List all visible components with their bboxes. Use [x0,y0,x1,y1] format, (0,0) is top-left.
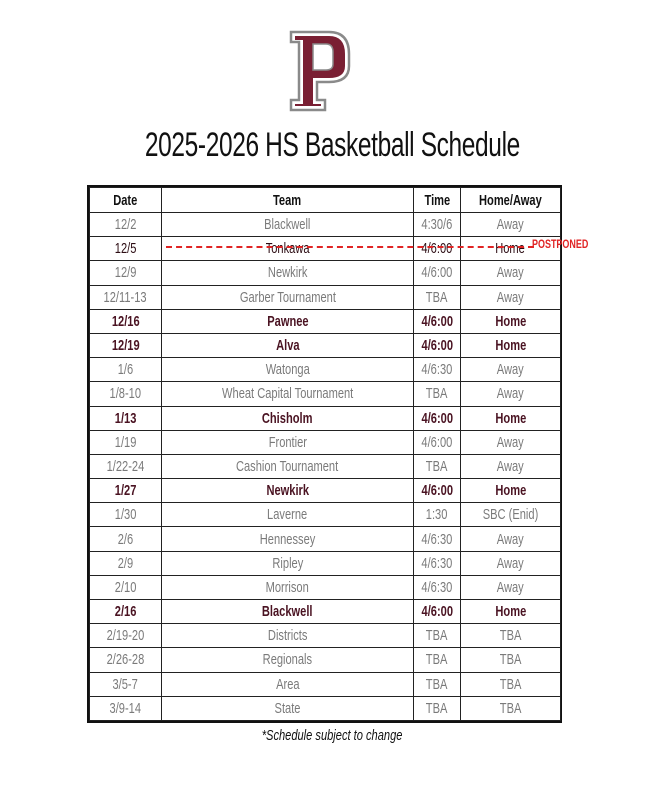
cell-home-away-text: Home [495,240,526,258]
cell-home-away [461,430,561,454]
cell-home-away [461,479,561,503]
cell-date [90,454,162,478]
cell-home-away [461,358,561,382]
cell-team [162,382,414,406]
cell-home-away-text: TBA [499,675,522,693]
cell-date-text: 2/26-28 [106,651,145,669]
table-row [90,479,561,503]
cell-date-text: 3/5-7 [112,675,139,693]
cell-home-away [461,333,561,357]
cell-date-text: 12/2 [114,216,137,234]
cell-team-text: Blackwell [264,216,311,234]
cell-time-text: TBA [426,288,448,306]
cell-team-text: Frontier [268,433,307,451]
cell-date-text: 2/10 [114,578,137,596]
cell-team-text: Ripley [272,554,303,572]
cell-home-away [461,551,561,575]
cell-time [414,333,461,357]
cell-home-away-text: Away [497,361,524,379]
table-header-row [90,188,561,213]
cell-date [90,696,162,720]
cell-date [90,551,162,575]
cell-team [162,696,414,720]
table-row [90,213,561,237]
cell-home-away [461,600,561,624]
cell-team [162,648,414,672]
table-row [90,503,561,527]
table-row [90,358,561,382]
cell-team [162,575,414,599]
cell-time-text: TBA [426,651,448,669]
cell-home-away-text: Away [497,554,524,572]
cell-date [90,503,162,527]
cell-home-away-text: Away [497,530,524,548]
cell-date-text: 1/19 [114,433,137,451]
table-row [90,600,561,624]
cell-home-away-text: TBA [499,627,522,645]
table-row [90,430,561,454]
cell-date-text: 2/16 [114,603,137,621]
cell-time-text: 4/6:00 [421,409,453,427]
cell-home-away [461,309,561,333]
cell-team [162,358,414,382]
cell-time-text: 4/6:00 [421,482,453,500]
table-row [90,406,561,430]
table-row [90,454,561,478]
cell-team-text: Newkirk [267,264,308,282]
header-home-away: Home/Away [461,188,561,213]
cell-team [162,624,414,648]
cell-team-text: Watonga [265,361,310,379]
cell-team [162,600,414,624]
cell-team-text: Morrison [265,578,310,596]
cell-date-text: 3/9-14 [109,699,142,717]
cell-date [90,600,162,624]
cell-date [90,406,162,430]
schedule-table [87,185,562,723]
cell-team-text: Blackwell [262,603,313,621]
postponed-label: POSTPONED [532,239,589,251]
cell-time-text: TBA [426,627,448,645]
cell-team-text: Tonkawa [265,240,310,258]
cell-time [414,600,461,624]
cell-date [90,575,162,599]
cell-team-text: Regionals [262,651,313,669]
cell-date [90,333,162,357]
cell-time [414,213,461,237]
cell-time-text: 4/6:00 [421,312,453,330]
cell-date-text: 12/19 [111,337,140,355]
cell-time-text: 4/6:00 [421,240,453,258]
cell-team [162,406,414,430]
cell-home-away-text: Home [495,409,526,427]
cell-time [414,672,461,696]
page-title: 2025-2026 HS Basketball Schedule [144,126,520,164]
table-row [90,527,561,551]
cell-team-text: Chisholm [262,409,313,427]
header-team: Team [162,188,414,213]
cell-team [162,261,414,285]
cell-date [90,527,162,551]
cell-time [414,454,461,478]
cell-time [414,551,461,575]
cell-home-away [461,382,561,406]
cell-home-away-text: Home [495,337,526,355]
cell-time [414,479,461,503]
cell-time [414,237,461,261]
table-row [90,309,561,333]
cell-time-text: TBA [426,457,448,475]
cell-date [90,672,162,696]
cell-time [414,527,461,551]
cell-date [90,430,162,454]
postponed-strike-line [166,246,534,248]
cell-home-away [461,454,561,478]
cell-home-away [461,648,561,672]
table-row [90,382,561,406]
header-date: Date [90,188,162,213]
cell-date-text: 1/6 [117,361,134,379]
cell-date-text: 2/19-20 [106,627,145,645]
cell-time [414,285,461,309]
table-row [90,696,561,720]
cell-time [414,261,461,285]
cell-time-text: 4/6:30 [421,554,453,572]
cell-home-away-text: TBA [499,651,522,669]
cell-date [90,648,162,672]
cell-date-text: 1/13 [114,409,137,427]
cell-date [90,479,162,503]
cell-time [414,309,461,333]
cell-team [162,527,414,551]
cell-time [414,503,461,527]
cell-time-text: TBA [426,385,448,403]
cell-home-away-text: Away [497,457,524,475]
table-row [90,672,561,696]
cell-home-away [461,261,561,285]
cell-time-text: 4/6:00 [421,264,453,282]
cell-team [162,551,414,575]
cell-date-text: 1/8-10 [109,385,142,403]
cell-team-text: Pawnee [266,312,309,330]
cell-team [162,237,414,261]
cell-team-text: Districts [267,627,308,645]
cell-team-text: Garber Tournament [239,288,336,306]
cell-team-text: State [274,699,301,717]
cell-home-away [461,696,561,720]
cell-team-text: Alva [275,337,300,355]
cell-time-text: 4/6:30 [421,578,453,596]
cell-time [414,624,461,648]
cell-home-away [461,575,561,599]
cell-date-text: 2/9 [117,554,134,572]
cell-team [162,213,414,237]
table-row [90,333,561,357]
school-logo-p-icon [289,30,351,112]
cell-team-text: Hennessey [259,530,316,548]
cell-time [414,406,461,430]
cell-team [162,285,414,309]
cell-date-text: 1/22-24 [106,457,145,475]
cell-date-text: 1/30 [114,506,137,524]
table-row [90,551,561,575]
cell-time [414,575,461,599]
cell-time-text: TBA [426,699,448,717]
cell-time-text: 4/6:00 [421,603,453,621]
table-row [90,237,561,261]
cell-team-text: Wheat Capital Tournament [221,385,354,403]
cell-home-away [461,406,561,430]
cell-time [414,358,461,382]
cell-team [162,454,414,478]
table-row [90,285,561,309]
cell-home-away-text: Away [497,264,524,282]
cell-time-text: 4/6:00 [421,433,453,451]
cell-home-away-text: Away [497,216,524,234]
table-row [90,261,561,285]
cell-team [162,672,414,696]
cell-team [162,309,414,333]
cell-home-away [461,285,561,309]
cell-time [414,648,461,672]
cell-home-away [461,213,561,237]
cell-date [90,309,162,333]
cell-date-text: 12/9 [114,264,137,282]
cell-home-away-text: Away [497,433,524,451]
cell-team [162,503,414,527]
cell-home-away-text: Home [495,603,526,621]
cell-date [90,237,162,261]
cell-date [90,358,162,382]
cell-team [162,333,414,357]
cell-date-text: 12/5 [114,240,137,258]
cell-date [90,261,162,285]
cell-home-away-text: Away [497,288,524,306]
cell-home-away-text: Away [497,385,524,403]
cell-team-text: Newkirk [266,482,309,500]
cell-time-text: 4/6:00 [421,337,453,355]
cell-time [414,430,461,454]
footnote: *Schedule subject to change [261,727,403,744]
cell-time [414,382,461,406]
cell-home-away [461,624,561,648]
cell-time-text: 4:30/6 [421,216,453,234]
cell-team-text: Area [275,675,300,693]
cell-date [90,285,162,309]
header-time: Time [414,188,461,213]
cell-time-text: 4/6:30 [421,361,453,379]
cell-home-away-text: Home [495,482,526,500]
cell-home-away-text: Home [495,312,526,330]
cell-team-text: Laverne [267,506,308,524]
cell-home-away-text: TBA [499,699,522,717]
cell-team-text: Cashion Tournament [236,457,339,475]
cell-date-text: 12/11-13 [103,288,147,306]
cell-team [162,479,414,503]
cell-date [90,624,162,648]
table-row [90,648,561,672]
cell-home-away-text: SBC (Enid) [482,506,539,524]
cell-home-away [461,672,561,696]
cell-time-text: 4/6:30 [421,530,453,548]
cell-date [90,213,162,237]
cell-date-text: 2/6 [117,530,134,548]
cell-date-text: 1/27 [114,482,137,500]
cell-date-text: 12/16 [111,312,140,330]
table-row [90,624,561,648]
table-row [90,575,561,599]
cell-time-text: 1:30 [426,506,448,524]
cell-home-away [461,527,561,551]
cell-time [414,696,461,720]
cell-date [90,382,162,406]
cell-home-away-text: Away [497,578,524,596]
cell-team [162,430,414,454]
cell-home-away [461,503,561,527]
cell-time-text: TBA [426,675,448,693]
